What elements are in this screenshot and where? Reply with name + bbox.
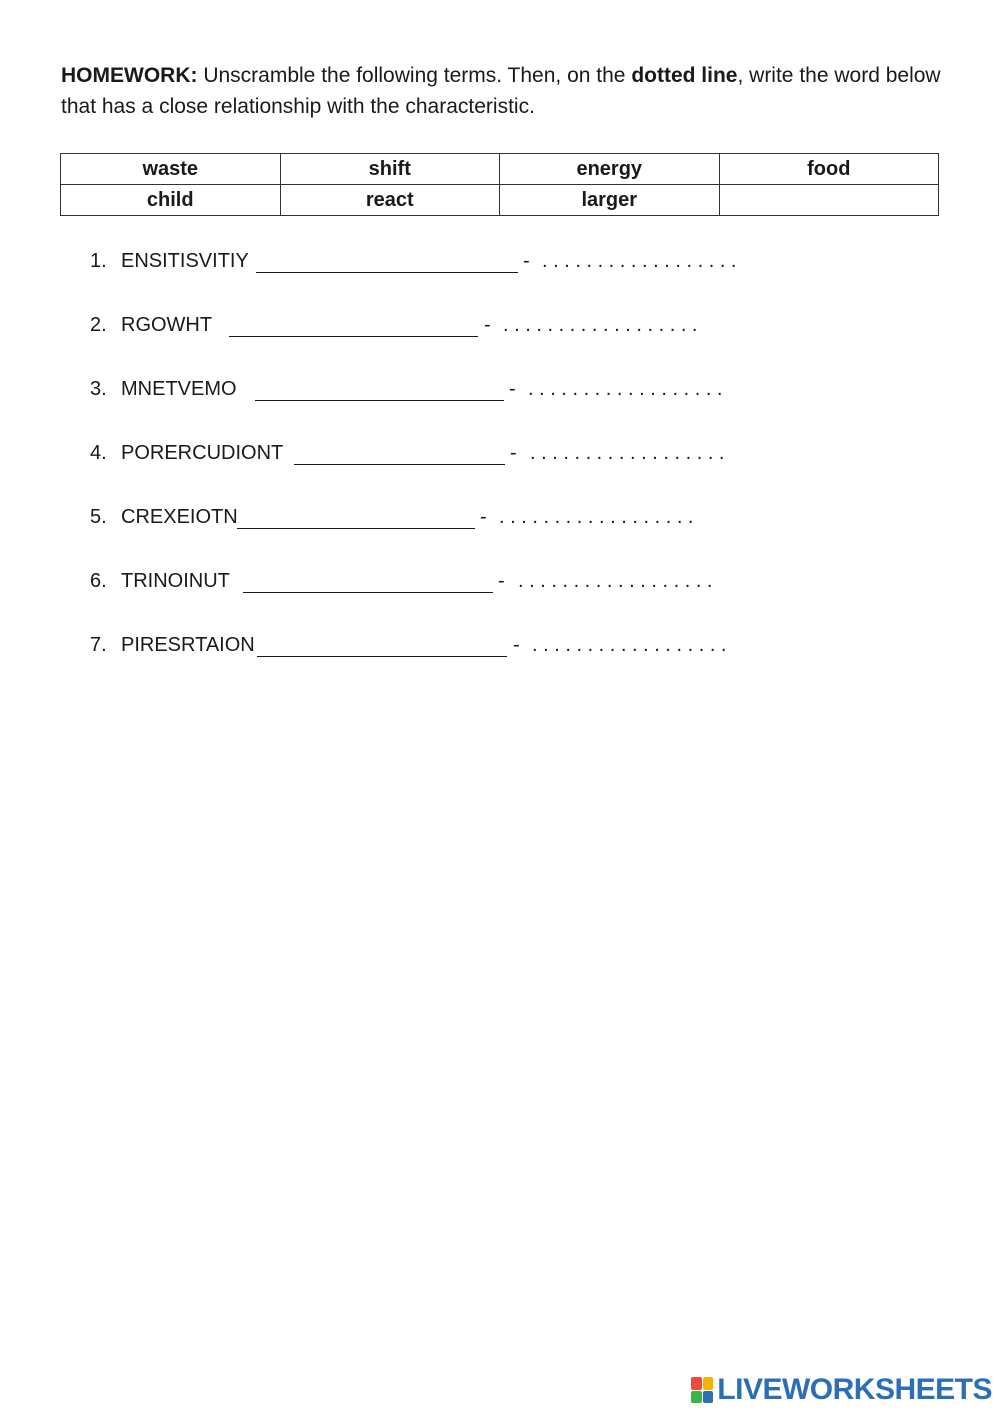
- brand-name: LIVEWORKSHEETS: [717, 1373, 992, 1406]
- word-bank-cell: waste: [61, 154, 281, 185]
- answer-blank-input[interactable]: [243, 592, 493, 593]
- answer-blank-input[interactable]: [257, 656, 507, 657]
- instructions: [61, 60, 941, 122]
- dotted-answer-line[interactable]: . . . . . . . . . . . . . . . . . .: [528, 378, 723, 400]
- scrambled-term: ENSITISVITIY: [121, 250, 249, 272]
- word-bank-cell: energy: [500, 154, 720, 185]
- separator-dash: -: [510, 442, 517, 464]
- logo-square-green: [691, 1391, 702, 1404]
- scrambled-term: PORERCUDIONT: [121, 442, 284, 464]
- answer-blank-input[interactable]: [256, 272, 518, 273]
- liveworksheets-logo: [691, 1373, 992, 1407]
- question-number: 7.: [90, 634, 107, 656]
- question-number: 6.: [90, 570, 107, 592]
- logo-square-blue: [703, 1391, 714, 1404]
- word-bank-cell: larger: [500, 185, 720, 216]
- instructions-text-1: Unscramble the following terms. Then, on the: [197, 64, 632, 87]
- separator-dash: -: [498, 570, 505, 592]
- separator-dash: -: [513, 634, 520, 656]
- answer-blank-input[interactable]: [294, 464, 505, 465]
- dotted-answer-line[interactable]: . . . . . . . . . . . . . . . . . .: [499, 506, 694, 528]
- dotted-answer-line[interactable]: . . . . . . . . . . . . . . . . . .: [518, 570, 713, 592]
- question-number: 2.: [90, 314, 107, 336]
- instructions-text-2: , write the word below that has a close relationship with the characteristic.: [61, 64, 941, 118]
- scrambled-term: RGOWHT: [121, 314, 213, 336]
- logo-icon: [691, 1377, 713, 1403]
- answer-blank-input[interactable]: [237, 528, 475, 529]
- separator-dash: -: [480, 506, 487, 528]
- word-bank-table: [60, 153, 939, 216]
- instructions-emphasis: dotted line: [631, 64, 738, 87]
- question-number: 4.: [90, 442, 107, 464]
- logo-square-red: [691, 1377, 702, 1390]
- dotted-answer-line[interactable]: . . . . . . . . . . . . . . . . . .: [542, 250, 737, 272]
- dotted-answer-line[interactable]: . . . . . . . . . . . . . . . . . .: [532, 634, 727, 656]
- question-number: 5.: [90, 506, 107, 528]
- answer-blank-input[interactable]: [255, 400, 504, 401]
- separator-dash: -: [509, 378, 516, 400]
- logo-square-yellow: [703, 1377, 714, 1390]
- question-number: 1.: [90, 250, 107, 272]
- separator-dash: -: [523, 250, 530, 272]
- word-bank-row: [61, 154, 939, 185]
- scrambled-term: CREXEIOTN: [121, 506, 238, 528]
- dotted-answer-line[interactable]: . . . . . . . . . . . . . . . . . .: [530, 442, 725, 464]
- word-bank-cell: react: [280, 185, 500, 216]
- answer-blank-input[interactable]: [229, 336, 478, 337]
- dotted-answer-line[interactable]: . . . . . . . . . . . . . . . . . .: [503, 314, 698, 336]
- word-bank-cell: [719, 185, 939, 216]
- word-bank-row: [61, 185, 939, 216]
- homework-label: HOMEWORK:: [61, 64, 198, 87]
- word-bank-cell: child: [61, 185, 281, 216]
- scrambled-term: MNETVEMO: [121, 378, 237, 400]
- scrambled-term: TRINOINUT: [121, 570, 230, 592]
- word-bank-cell: shift: [280, 154, 500, 185]
- separator-dash: -: [484, 314, 491, 336]
- question-number: 3.: [90, 378, 107, 400]
- scrambled-term: PIRESRTAION: [121, 634, 255, 656]
- word-bank-cell: food: [719, 154, 939, 185]
